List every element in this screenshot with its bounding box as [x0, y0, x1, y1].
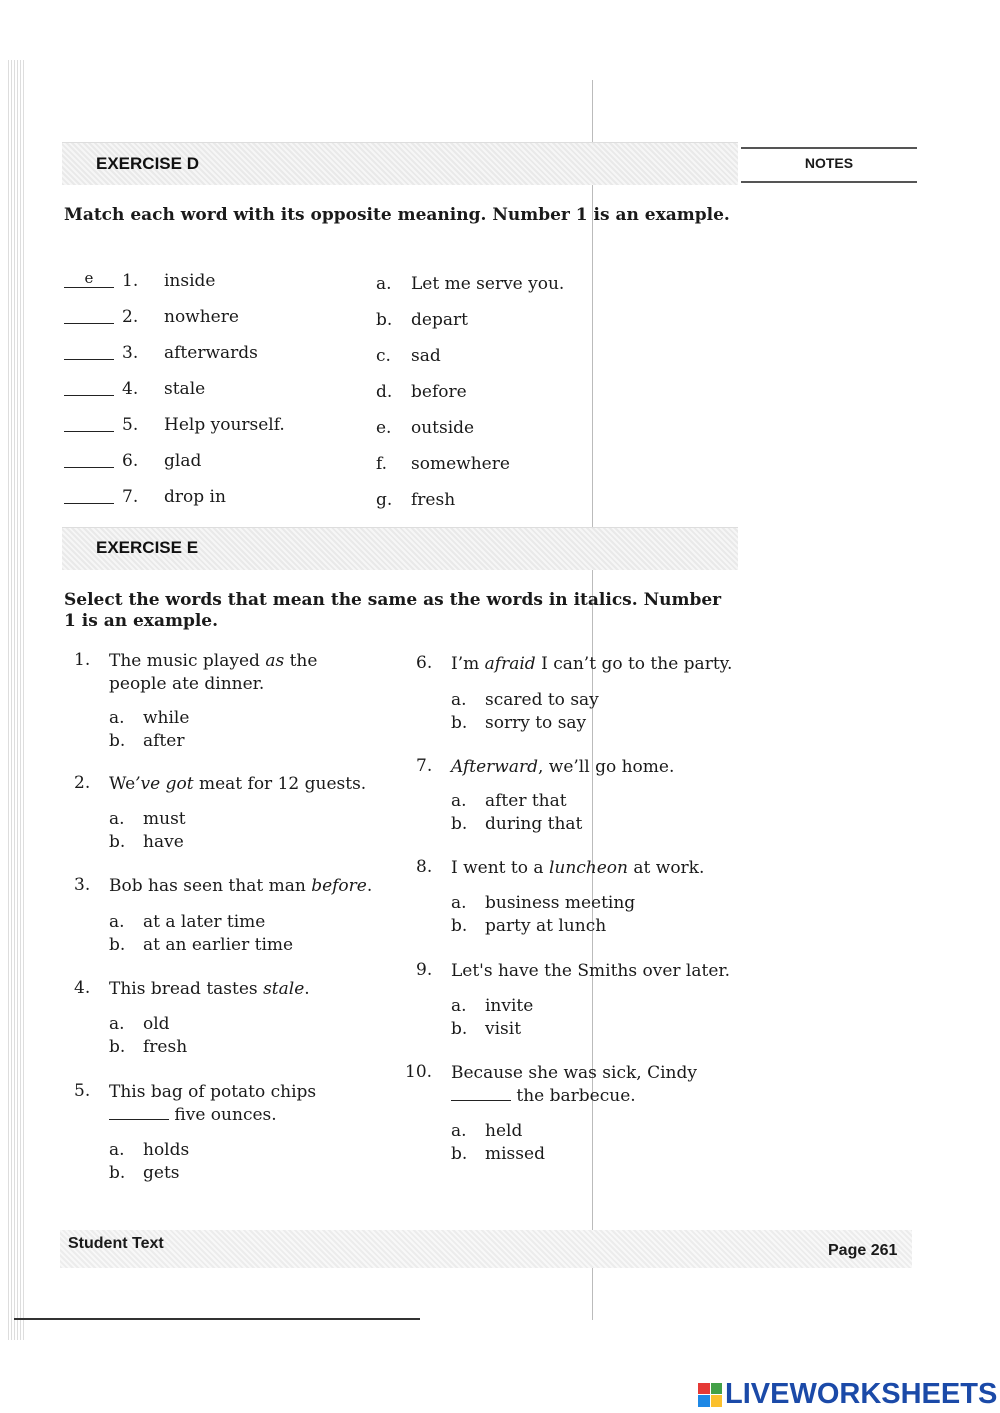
answer-option[interactable]: party at lunch [485, 916, 607, 936]
option-letter: b. [451, 1144, 468, 1164]
option-letter: b. [451, 814, 468, 834]
answer-option[interactable]: invite [485, 996, 534, 1016]
question-prompt [451, 1062, 701, 1108]
footer-band [60, 1230, 912, 1268]
answer-blank[interactable] [64, 305, 114, 324]
question-text: I’m [451, 654, 485, 674]
option-letter: a. [109, 912, 125, 932]
option-letter: a. [451, 791, 467, 811]
bottom-rule [14, 1318, 420, 1320]
question-text: Let's have the Smiths over later. [451, 961, 731, 981]
italic-phrase: ’ve got [135, 774, 194, 794]
question-text-end: the people ate dinner. [109, 651, 318, 694]
question-text: This bag of potato chips [109, 1082, 317, 1102]
logo-square [698, 1383, 710, 1395]
option-letter: b. [451, 1019, 468, 1039]
exercise-e-instruction: Select the words that mean the same as the words in italics. Number 1 is an example. [64, 590, 722, 631]
question-text-end: the barbecue. [511, 1086, 636, 1106]
question-text-end: at work. [628, 858, 705, 878]
option-opposite: sad [411, 346, 441, 366]
logo-square [711, 1383, 723, 1395]
option-letter: b. [109, 1037, 126, 1057]
item-number: 7. [122, 487, 139, 507]
option-letter: a. [451, 893, 467, 913]
question-text-end: . [304, 979, 310, 999]
question-text: Because she was sick, Cindy [451, 1063, 697, 1083]
question-text: This bread tastes [109, 979, 264, 999]
question-number: 9. [416, 960, 433, 980]
italic-phrase: before [311, 876, 367, 896]
answer-option[interactable]: fresh [143, 1037, 188, 1057]
question-prompt [109, 1081, 379, 1127]
notes-header [741, 147, 917, 183]
italic-phrase: as [265, 651, 285, 671]
logo-square [698, 1395, 710, 1407]
option-letter: b. [376, 310, 393, 330]
option-letter: a. [109, 809, 125, 829]
italic-phrase: stale [263, 979, 305, 999]
answer-blank[interactable] [64, 413, 114, 432]
option-letter: b. [109, 1163, 126, 1183]
answer-blank[interactable] [64, 485, 114, 504]
answer-option[interactable]: after that [485, 791, 567, 811]
option-letter: b. [109, 832, 126, 852]
answer-option[interactable]: missed [485, 1144, 545, 1164]
question-text-end: five ounces. [169, 1105, 277, 1125]
exercise-e-title: EXERCISE E [96, 538, 199, 557]
answer-option[interactable]: visit [485, 1019, 522, 1039]
question-prompt [451, 756, 741, 779]
item-word: Help yourself. [164, 415, 285, 435]
option-letter: a. [451, 996, 467, 1016]
exercise-d-instruction: Match each word with its opposite meaning. Number 1 is an example. [64, 205, 730, 225]
option-letter: a. [451, 690, 467, 710]
option-opposite: fresh [411, 490, 456, 510]
answer-option[interactable]: while [143, 708, 190, 728]
question-prompt [109, 875, 379, 898]
question-number: 5. [74, 1081, 91, 1101]
answer-option[interactable]: scared to say [485, 690, 599, 710]
question-text: I went to a [451, 858, 549, 878]
option-letter: b. [451, 713, 468, 733]
question-number: 8. [416, 857, 433, 877]
question-number: 7. [416, 756, 433, 776]
answer-option[interactable]: have [143, 832, 184, 852]
question-number: 1. [74, 650, 91, 670]
fill-blank[interactable] [109, 1105, 169, 1120]
answer-option[interactable]: holds [143, 1140, 190, 1160]
question-prompt [109, 650, 379, 696]
answer-option[interactable]: held [485, 1121, 523, 1141]
option-letter: b. [109, 935, 126, 955]
answer-blank[interactable] [64, 449, 114, 468]
question-text: Bob has seen that man [109, 876, 312, 896]
item-number: 4. [122, 379, 139, 399]
notes-label: NOTES [804, 155, 854, 171]
item-word: nowhere [164, 307, 239, 327]
option-letter: g. [376, 490, 393, 510]
footer-student-text: Student Text [68, 1235, 164, 1252]
question-number: 10. [405, 1062, 433, 1082]
option-letter: c. [376, 346, 391, 366]
option-opposite: somewhere [411, 454, 510, 474]
liveworksheets-logo [698, 1378, 997, 1411]
answer-option[interactable]: at an earlier time [143, 935, 294, 955]
item-word: glad [164, 451, 202, 471]
option-opposite: outside [411, 418, 475, 438]
italic-phrase: afraid [484, 654, 536, 674]
answer-option[interactable]: during that [485, 814, 583, 834]
item-number: 5. [122, 415, 139, 435]
option-letter: e. [376, 418, 392, 438]
item-word: inside [164, 271, 216, 291]
answer-option[interactable]: business meeting [485, 893, 636, 913]
question-text: We [109, 774, 136, 794]
question-text: The music played [109, 651, 266, 671]
option-letter: d. [376, 382, 393, 402]
option-letter: a. [109, 1140, 125, 1160]
answer-option[interactable]: after [143, 731, 185, 751]
option-letter: a. [109, 708, 125, 728]
question-prompt [451, 857, 741, 880]
answer-value: e [84, 269, 94, 287]
option-letter: a. [376, 274, 392, 294]
question-number: 3. [74, 875, 91, 895]
question-prompt [451, 960, 741, 983]
scan-edge [8, 60, 24, 1340]
answer-option[interactable]: must [143, 809, 186, 829]
fill-blank[interactable] [451, 1086, 511, 1101]
item-word: drop in [164, 487, 226, 507]
answer-option[interactable]: at a later time [143, 912, 266, 932]
footer-page-number: Page 261 [828, 1242, 898, 1259]
question-number: 6. [416, 653, 433, 673]
exercise-d-title: EXERCISE D [96, 154, 199, 173]
question-prompt [109, 773, 379, 796]
logo-square [711, 1395, 723, 1407]
answer-blank[interactable] [64, 269, 114, 288]
question-prompt [109, 978, 379, 1001]
item-number: 6. [122, 451, 139, 471]
answer-option[interactable]: sorry to say [485, 713, 587, 733]
answer-blank[interactable] [64, 341, 114, 360]
question-prompt [451, 653, 741, 676]
item-word: stale [164, 379, 206, 399]
question-number: 2. [74, 773, 91, 793]
question-text-end: , we’ll go home. [537, 757, 675, 777]
question-text-end: I can’t go to the party. [535, 654, 733, 674]
option-letter: f. [376, 454, 388, 474]
italic-phrase: Afterward [451, 757, 538, 777]
item-number: 3. [122, 343, 139, 363]
option-opposite: depart [411, 310, 468, 330]
italic-phrase: luncheon [548, 858, 628, 878]
question-text-end: . [366, 876, 373, 896]
option-letter: b. [451, 916, 468, 936]
option-letter: a. [451, 1121, 467, 1141]
item-word: afterwards [164, 343, 258, 363]
item-number: 2. [122, 307, 139, 327]
answer-blank[interactable] [64, 377, 114, 396]
answer-option[interactable]: old [143, 1014, 170, 1034]
item-number: 1. [122, 271, 139, 291]
question-number: 4. [74, 978, 91, 998]
liveworksheets-mark-icon [698, 1383, 722, 1407]
answer-option[interactable]: gets [143, 1163, 180, 1183]
option-letter: b. [109, 731, 126, 751]
option-opposite: before [411, 382, 467, 402]
option-letter: a. [109, 1014, 125, 1034]
option-opposite: Let me serve you. [411, 274, 565, 294]
question-text-end: meat for 12 guests. [193, 774, 367, 794]
liveworksheets-text: LIVEWORKSHEETS [725, 1378, 998, 1410]
